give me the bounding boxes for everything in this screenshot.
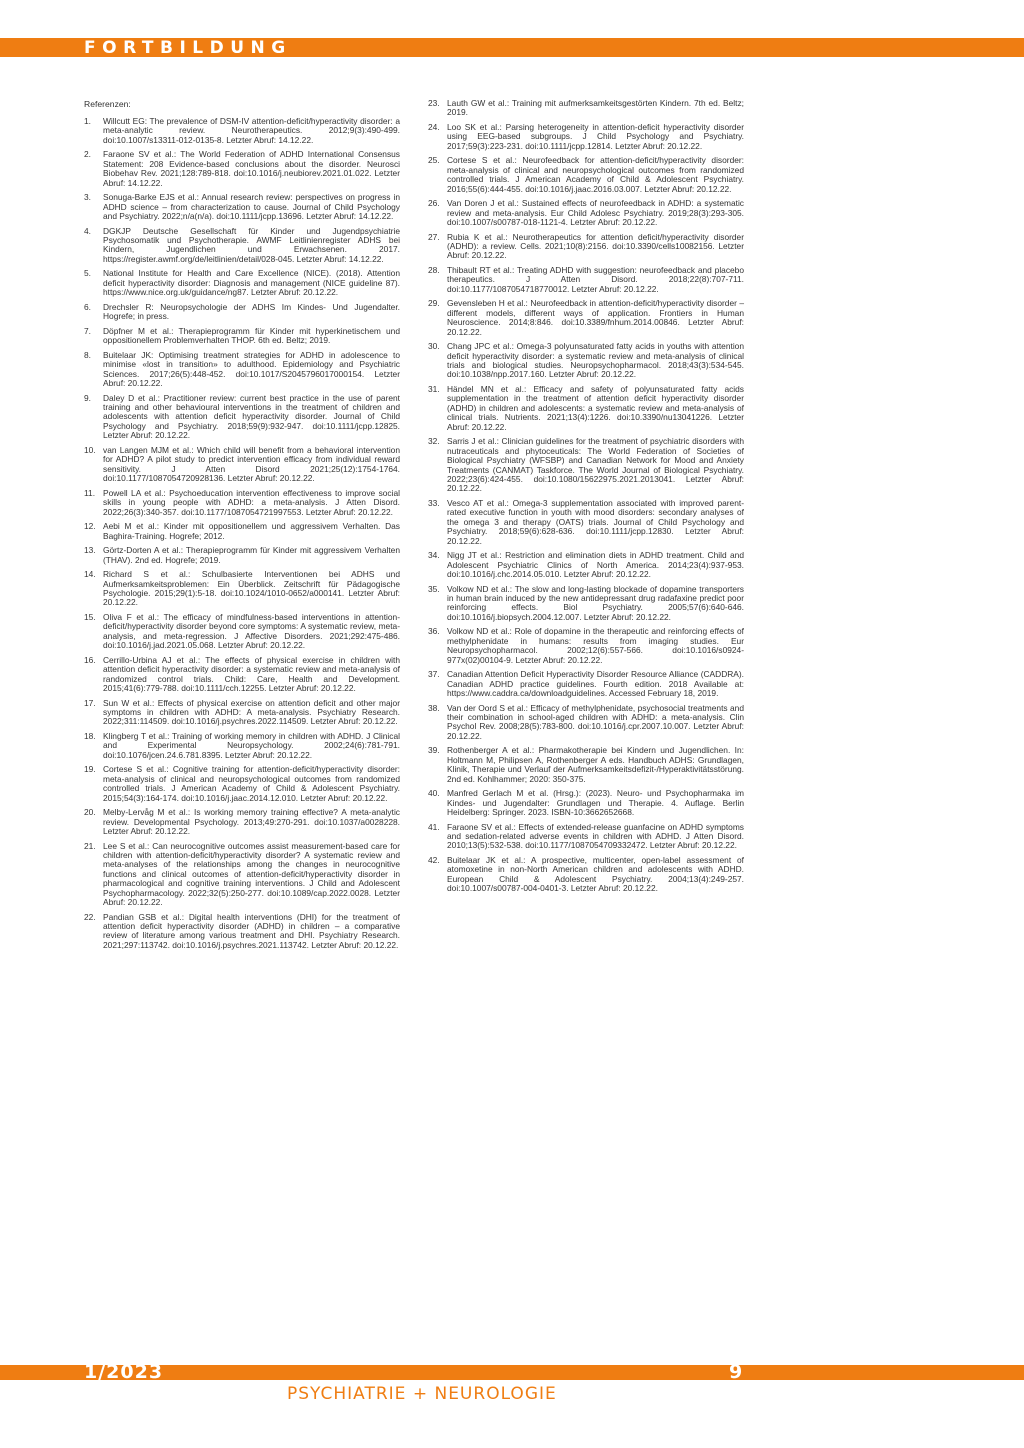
reference-text: Canadian Attention Deficit Hyperactivity Disorder Resource Alliance (CADDRA). Canadian ADHD practice guidelines. Fourth edition. 2018 Available at: https://www.caddra.ca/downloadguidelines. Accessed February 18, 2019. bbox=[447, 669, 744, 698]
references-column-left bbox=[84, 117, 400, 955]
reference-text: National Institute for Health and Care Excellence (NICE). (2018). Attention deficit hyperactivity disorder: Diagnosis and management (NICE guideline 87). https://www.nice.org.uk/guidance/ng87. Letzter Abruf: 20.12.22. bbox=[103, 268, 400, 298]
reference-item bbox=[84, 570, 400, 608]
reference-text: Aebi M et al.: Kinder mit oppositionellem und aggressivem Verhalten. Das Baghira-Training. Hogrefe; 2012. bbox=[103, 521, 400, 541]
reference-number: 21. bbox=[84, 840, 96, 851]
reference-number: 20. bbox=[84, 807, 96, 818]
reference-number: 6. bbox=[84, 301, 91, 312]
reference-text: Gevensleben H et al.: Neurofeedback in attention-deficit/hyperactivity disorder – different models, different ways of application. Frontiers in Human Neuroscience. 2014;8:846. doi:10.3389/fnhum.2014.00846. Letzter Abruf: 20.12.22. bbox=[447, 298, 744, 337]
reference-number: 14. bbox=[84, 569, 96, 580]
reference-number: 17. bbox=[84, 697, 96, 708]
reference-item bbox=[84, 489, 400, 517]
reference-item bbox=[84, 913, 400, 951]
reference-number: 15. bbox=[84, 611, 96, 622]
reference-text: Rothenberger A et al.: Pharmakotherapie bei Kindern und Jugendlichen. In: Holtmann M, Philipsen A, Rothenberger A eds. Handbuch ADHS: Grundlagen, Klinik, Therapie und Verlauf der Aufmerksamkeitsdefizit-/Hyperaktivitätsstörung. 2nd ed. Kohlhammer; 2020: 350-375. bbox=[447, 745, 744, 784]
reference-number: 22. bbox=[84, 911, 96, 922]
reference-text: Chang JPC et al.: Omega-3 polyunsaturated fatty acids in youths with attention deficit hyperactivity disorder: a systematic review and meta-analysis of clinical trials and biological studies. Neuropsychopharmacol. 2018;43(3):534-545. doi:10.1038/npp.2017.160. Letzter Abruf: 20.12.22. bbox=[447, 341, 744, 380]
reference-text: Lee S et al.: Can neurocognitive outcomes assist measurement-based care for children with attention-deficit/hyperactivity disorder? A systematic review and meta-analyses of the relationships among the changes in neurocognitive functions and clinical outcomes of attention-deficit/hyperactivity disorder in pharmacological and cognitive training interventions. J Child and Adolescent Psychopharmacology. 2022;32(5):250-277. doi:10.1089/cap.2022.0028. Letzter Abruf: 20.12.22. bbox=[103, 840, 400, 907]
reference-item bbox=[428, 233, 744, 261]
page-number: 9 bbox=[729, 1361, 743, 1383]
reference-item bbox=[428, 551, 744, 579]
reference-number: 36. bbox=[428, 626, 440, 637]
reference-number: 2. bbox=[84, 149, 91, 160]
reference-item bbox=[84, 394, 400, 441]
reference-item bbox=[84, 546, 400, 565]
reference-number: 38. bbox=[428, 702, 440, 713]
reference-item bbox=[428, 156, 744, 194]
reference-number: 23. bbox=[428, 98, 440, 108]
reference-number: 4. bbox=[84, 225, 91, 236]
reference-number: 32. bbox=[428, 436, 440, 447]
reference-text: Nigg JT et al.: Restriction and elimination diets in ADHD treatment. Child and Adolescent Psychiatric Clinics of North America. 2014;23(4):937-953. doi:10.1016/j.chc.2014.05.010. Letzter Abruf: 20.12.22. bbox=[447, 550, 744, 579]
reference-text: Händel MN et al.: Efficacy and safety of polyunsaturated fatty acids supplementation in the treatment of attention deficit hyperactivity disorder (ADHD) in children and adolescents: a systematic review and meta-analysis of clinical trials. Nutrients. 2021;13(4):1226. doi:10.3390/nu13041226. Letzter Abruf: 20.12.22. bbox=[447, 384, 744, 432]
reference-item bbox=[84, 303, 400, 322]
reference-text: Buitelaar JK: Optimising treatment strategies for ADHD in adolescence to minimise «lost in transition» to adulthood. Epidemiology and Psychiatric Sciences. 2017;26(5):448-452. doi:10.1017/S2045796017000154. Letzter Abruf: 20.12.22. bbox=[103, 349, 400, 389]
reference-text: Melby-Lervåg M et al.: Is working memory training effective? A meta-analytic review. Developmental Psychology. 2013;49:270-291. doi:10.1037/a0028228. Letzter Abruf: 20.12.22. bbox=[103, 807, 400, 836]
reference-text: Powell LA et al.: Psychoeducation intervention effectiveness to improve social skills in young people with ADHD: a meta-analysis. J Atten Disord. 2022;26(3):340-357. doi:10.1177/1087054721997553. Letzter Abruf: 20.12.22. bbox=[103, 487, 400, 517]
reference-number: 8. bbox=[84, 349, 91, 360]
reference-number: 5. bbox=[84, 268, 91, 279]
reference-item bbox=[84, 613, 400, 651]
reference-text: Faraone SV et al.: Effects of extended-release guanfacine on ADHD symptoms and sedation-related adverse events in children with ADHD. J Atten Disord. 2010;13(5):532-538. doi:10.1177/1087054709332472. Letzter Abruf: 20.12.22. bbox=[447, 821, 744, 851]
reference-number: 13. bbox=[84, 545, 96, 556]
section-title: FORTBILDUNG bbox=[84, 38, 292, 58]
reference-item bbox=[428, 670, 744, 698]
reference-number: 42. bbox=[428, 855, 440, 865]
reference-number: 39. bbox=[428, 745, 440, 756]
reference-item bbox=[428, 266, 744, 294]
reference-number: 26. bbox=[428, 198, 440, 209]
reference-item bbox=[84, 522, 400, 541]
reference-number: 25. bbox=[428, 155, 440, 166]
reference-text: Buitelaar JK et al.: A prospective, multicenter, open-label assessment of atomoxetine in non-North American children and adolescents with ADHD. European Child & Adolescent Psychiatry. 2004;13(4):249-257. doi:10.1007/s00787-004-0401-3. Letzter Abruf: 20.12.22. bbox=[447, 855, 744, 894]
reference-text: DGKJP Deutsche Gesellschaft für Kinder und Jugendpsychiatrie Psychosomatik und Psychotherapie. AWMF Leitlinienregister ADHS bei Kindern, Jugendlichen und Erwachsenen. 2017. https://register.awmf.org/de/leitlinien/detail/028-045. Letzter Abruf: 14.12.22. bbox=[103, 225, 400, 264]
reference-text: Lauth GW et al.: Training mit aufmerksamkeitsgestörten Kindern. 7th ed. Beltz; 2019. bbox=[447, 98, 744, 118]
reference-number: 31. bbox=[428, 384, 440, 395]
reference-text: Sonuga-Barke EJS et al.: Annual research review: perspectives on progress in ADHD science – from characterization to cause. Journal of Child Psychology and Psychiatry. 2022;n/a(n/a). doi:10.1111/jcpp.13696. Letzter Abruf: 14.12.22. bbox=[103, 192, 400, 222]
reference-item bbox=[428, 704, 744, 742]
reference-number: 19. bbox=[84, 764, 96, 775]
reference-item bbox=[428, 789, 744, 817]
references-column-right bbox=[428, 99, 744, 899]
reference-number: 34. bbox=[428, 550, 440, 561]
reference-number: 12. bbox=[84, 521, 96, 532]
reference-number: 3. bbox=[84, 192, 91, 203]
reference-text: van Langen MJM et al.: Which child will benefit from a behavioral intervention for ADHD? A pilot study to predict intervention efficacy from individual reward sensitivity. J Atten Disord 2021;25(12):1754-1764. doi:10.1177/1087054720928136. Letzter Abruf: 20.12.22. bbox=[103, 444, 400, 484]
reference-text: Richard S et al.: Schulbasierte Interventionen bei ADHS und Aufmerksamkeitsproblemen: Ein Überblick. Zeitschrift für Pädagogische Psychologie. 2015;29(1):5-18. doi:10.1024/1010-0652/a000141. Letzter Abruf: 20.12.22. bbox=[103, 569, 400, 608]
reference-text: Willcutt EG: The prevalence of DSM-IV attention-deficit/hyperactivity disorder: a meta-analytic review. Neurotherapeutics. 2012;9(3):490-499. doi:10.1007/s13311-012-0135-8. Letzter Abruf: 14.12.22. bbox=[103, 116, 400, 145]
reference-number: 10. bbox=[84, 444, 96, 455]
reference-item bbox=[84, 150, 400, 188]
reference-text: Cerrillo-Urbina AJ et al.: The effects of physical exercise in children with attention deficit hyperactivity disorder: a systematic review and meta-analysis of randomized control trials. Child: Care, Health and Development. 2015;41(6):779-788. doi:10.1111/cch.12255. Letzter Abruf: 20.12.22. bbox=[103, 654, 400, 693]
reference-item bbox=[84, 699, 400, 727]
reference-item bbox=[428, 746, 744, 784]
reference-item bbox=[84, 732, 400, 760]
reference-number: 28. bbox=[428, 265, 440, 276]
reference-item bbox=[428, 385, 744, 432]
reference-number: 37. bbox=[428, 669, 440, 680]
reference-number: 16. bbox=[84, 654, 96, 665]
reference-text: Cortese S et al.: Neurofeedback for attention-deficit/hyperactivity disorder: meta-analysis of clinical and neuropsychological outcomes from randomized controlled trials. J American Academy of Child & Adolescent Psychiatry. 2016;55(6):444-455. doi:10.1016/j.jaac.2016.03.007. Letzter Abruf: 20.12.22. bbox=[447, 155, 744, 194]
reference-text: Van Doren J et al.: Sustained effects of neurofeedback in ADHD: a systematic review and meta-analysis. Eur Child Adolesc Psychiatry. 2019;28(3):293-305. doi:10.1007/s00787-018-1121-4. Letzter Abruf: 20.12.22. bbox=[447, 198, 744, 228]
reference-text: Daley D et al.: Practitioner review: current best practice in the use of parent training and other behavioural interventions in the treatment of children and adolescents with attention deficit hyperactivity disorder. Journal of Child Psychology and Psychiatry. 2018;59(9):932-947. doi:10.1111/jcpp.12825. Letzter Abruf: 20.12.22. bbox=[103, 392, 400, 441]
reference-item bbox=[428, 299, 744, 337]
reference-item bbox=[84, 765, 400, 803]
references-heading: Referenzen: bbox=[84, 99, 131, 109]
reference-text: Pandian GSB et al.: Digital health interventions (DHI) for the treatment of attention deficit hyperactivity disorder (ADHD) in children – a comparative review of literature among various treatment and DHI. Psychiatry Research. 2021;297:113742. doi:10.1016/j.psychres.2021.113742. Letzter Abruf: 20.12.22. bbox=[103, 911, 400, 950]
reference-number: 41. bbox=[428, 821, 440, 832]
reference-number: 9. bbox=[84, 392, 91, 403]
reference-item bbox=[84, 269, 400, 297]
reference-item bbox=[428, 99, 744, 118]
reference-text: Klingberg T et al.: Training of working memory in children with ADHD. J Clinical and Experimental Neuropsychology. 2002;24(6):781-791. doi:10.1076/jcen.24.6.781.8395. Letzter Abruf: 20.12.22. bbox=[103, 730, 400, 760]
reference-item bbox=[84, 842, 400, 908]
reference-text: Volkow ND et al.: Role of dopamine in the therapeutic and reinforcing effects of methylphenidate in humans: results from imaging studies. Eur Neuropsychopharmacol. 2002;12(6):557-566. doi:10.1016/s0924-977x(02)00104-9. Letzter Abruf: 20.12.22. bbox=[447, 626, 744, 665]
reference-item bbox=[428, 499, 744, 546]
reference-text: Thibault RT et al.: Treating ADHD with suggestion: neurofeedback and placebo therapeutics. J Atten Disord. 2018;22(8):707-711. doi:10.1177/1087054718770012. Letzter Abruf: 20.12.22. bbox=[447, 265, 744, 294]
reference-item bbox=[84, 808, 400, 836]
reference-text: Döpfner M et al.: Therapieprogramm für Kinder mit hyperkinetischem und oppositionellem Problemverhalten THOP. 6th ed. Beltz; 2019. bbox=[103, 325, 400, 346]
reference-number: 40. bbox=[428, 788, 440, 799]
reference-item bbox=[84, 193, 400, 221]
reference-item bbox=[428, 199, 744, 227]
reference-text: Manfred Gerlach M et al. (Hrsg.): (2023). Neuro- und Psychopharmaka im Kindes- und Jugendalter: Grundlagen und Therapie. 4. Auflage. Berlin Heidelberg: Springer. 2023. ISBN-10:3662652668. bbox=[447, 788, 744, 817]
reference-text: Loo SK et al.: Parsing heterogeneity in attention-deficit hyperactivity disorder using EEG-based subgroups. J Child Psychology and Psychiatry. 2017;59(3):223-231. doi:10.1111/jcpp.12814. Letzter Abruf: 20.12.22. bbox=[447, 122, 744, 151]
reference-item bbox=[428, 856, 744, 894]
reference-item bbox=[84, 446, 400, 484]
reference-text: Oliva F et al.: The efficacy of mindfulness-based interventions in attention-deficit/hyperactivity disorder beyond core symptoms: A systematic review, meta-analysis, and meta-regression. J Affective Disorders. 2021;292:475-486. doi:10.1016/j.jad.2021.05.068. Letzter Abruf: 20.12.22. bbox=[103, 611, 400, 651]
reference-item bbox=[428, 123, 744, 151]
reference-item bbox=[84, 656, 400, 694]
reference-number: 30. bbox=[428, 341, 440, 352]
reference-item bbox=[428, 823, 744, 851]
journal-name: PSYCHIATRIE + NEUROLOGIE bbox=[287, 1384, 557, 1404]
reference-number: 33. bbox=[428, 497, 440, 508]
reference-number: 27. bbox=[428, 231, 440, 242]
reference-text: Faraone SV et al.: The World Federation of ADHD International Consensus Statement: 208 Evidence-based conclusions about the disorder. Neurosci Biobehav Rev. 2021;128:789-818. doi:10.1016/j.neubiorev.2021.01.022. Letzter Abruf: 14.12.22. bbox=[103, 149, 400, 188]
reference-number: 7. bbox=[84, 325, 91, 336]
reference-number: 1. bbox=[84, 116, 91, 126]
reference-text: Sarris J et al.: Clinician guidelines for the treatment of psychiatric disorders with nutraceuticals and phytoceuticals: The World Federation of Societies of Biological Psychiatry (WFSBP) and Canadian Network for Mood and Anxiety Treatments (CANMAT) Taskforce. The World Journal of Biological Psychiatry. 2022;23(6):424-455. doi:10.1080/15622975.2021.2013041. Letzter Abruf: 20.12.22. bbox=[447, 436, 744, 494]
reference-number: 18. bbox=[84, 730, 96, 741]
reference-number: 29. bbox=[428, 298, 440, 309]
reference-text: Volkow ND et al.: The slow and long-lasting blockade of dopamine transporters in human brain induced by the new antidepressant drug radafaxine predict poor reinforcing effects. Biol Psychiatry. 2005;57(6):640-646. doi:10.1016/j.biopsych.2004.12.007. Letzter Abruf: 20.12.22. bbox=[447, 583, 744, 622]
issue-number: 1/2023 bbox=[84, 1361, 164, 1383]
reference-item bbox=[84, 117, 400, 145]
reference-item bbox=[84, 227, 400, 265]
reference-text: Rubia K et al.: Neurotherapeutics for attention deficit/hyperactivity disorder (ADHD): a review. Cells. 2021;10(8):2156. doi:10.3390/cells10082156. Letzter Abruf: 20.12.22. bbox=[447, 231, 744, 261]
reference-number: 35. bbox=[428, 583, 440, 594]
reference-text: Sun W et al.: Effects of physical exercise on attention deficit and other major symptoms in children with ADHD: A meta-analysis. Psychiatry Research. 2022;311:114509. doi:10.1016/j.psychres.2022.114509. Letzter Abruf: 20.12.22. bbox=[103, 697, 400, 727]
reference-item bbox=[428, 437, 744, 493]
reference-text: Van der Oord S et al.: Efficacy of methylphenidate, psychosocial treatments and their combination in school-aged children with ADHD: a meta-analysis. Clin Psychol Rev. 2008;28(5):783-800. doi:10.1016/j.cpr.2007.10.007. Letzter Abruf: 20.12.22. bbox=[447, 702, 744, 741]
reference-text: Cortese S et al.: Cognitive training for attention-deficit/hyperactivity disorder: meta-analysis of clinical and neuropsychological outcomes from randomized controlled trials. J American Academy of Child & Adolescent Psychiatry. 2015;54(3):164-174. doi:10.1016/j.jaac.2014.12.010. Letzter Abruf: 20.12.22. bbox=[103, 764, 400, 803]
reference-number: 11. bbox=[84, 487, 96, 498]
reference-item bbox=[428, 585, 744, 623]
reference-item bbox=[428, 627, 744, 665]
reference-text: Drechsler R: Neuropsychologie der ADHS Im Kindes- Und Jugendalter. Hogrefe; in press. bbox=[103, 301, 400, 322]
reference-item bbox=[84, 327, 400, 346]
reference-item bbox=[428, 342, 744, 380]
reference-item bbox=[84, 351, 400, 389]
reference-text: Vesco AT et al.: Omega-3 supplementation associated with improved parent-rated executive function in youth with mood disorders: secondary analyses of the omega 3 and therapy (OATS) trials. Journal of Child Psychology and Psychiatry. 2018;59(6):628-636. doi:10.1111/jcpp.12830. Letzter Abruf: 20.12.22. bbox=[447, 497, 744, 546]
reference-text: Görtz-Dorten A et al.: Therapieprogramm für Kinder mit aggressivem Verhalten (THAV). 2nd ed. Hogrefe; 2019. bbox=[103, 545, 400, 565]
reference-number: 24. bbox=[428, 122, 440, 132]
